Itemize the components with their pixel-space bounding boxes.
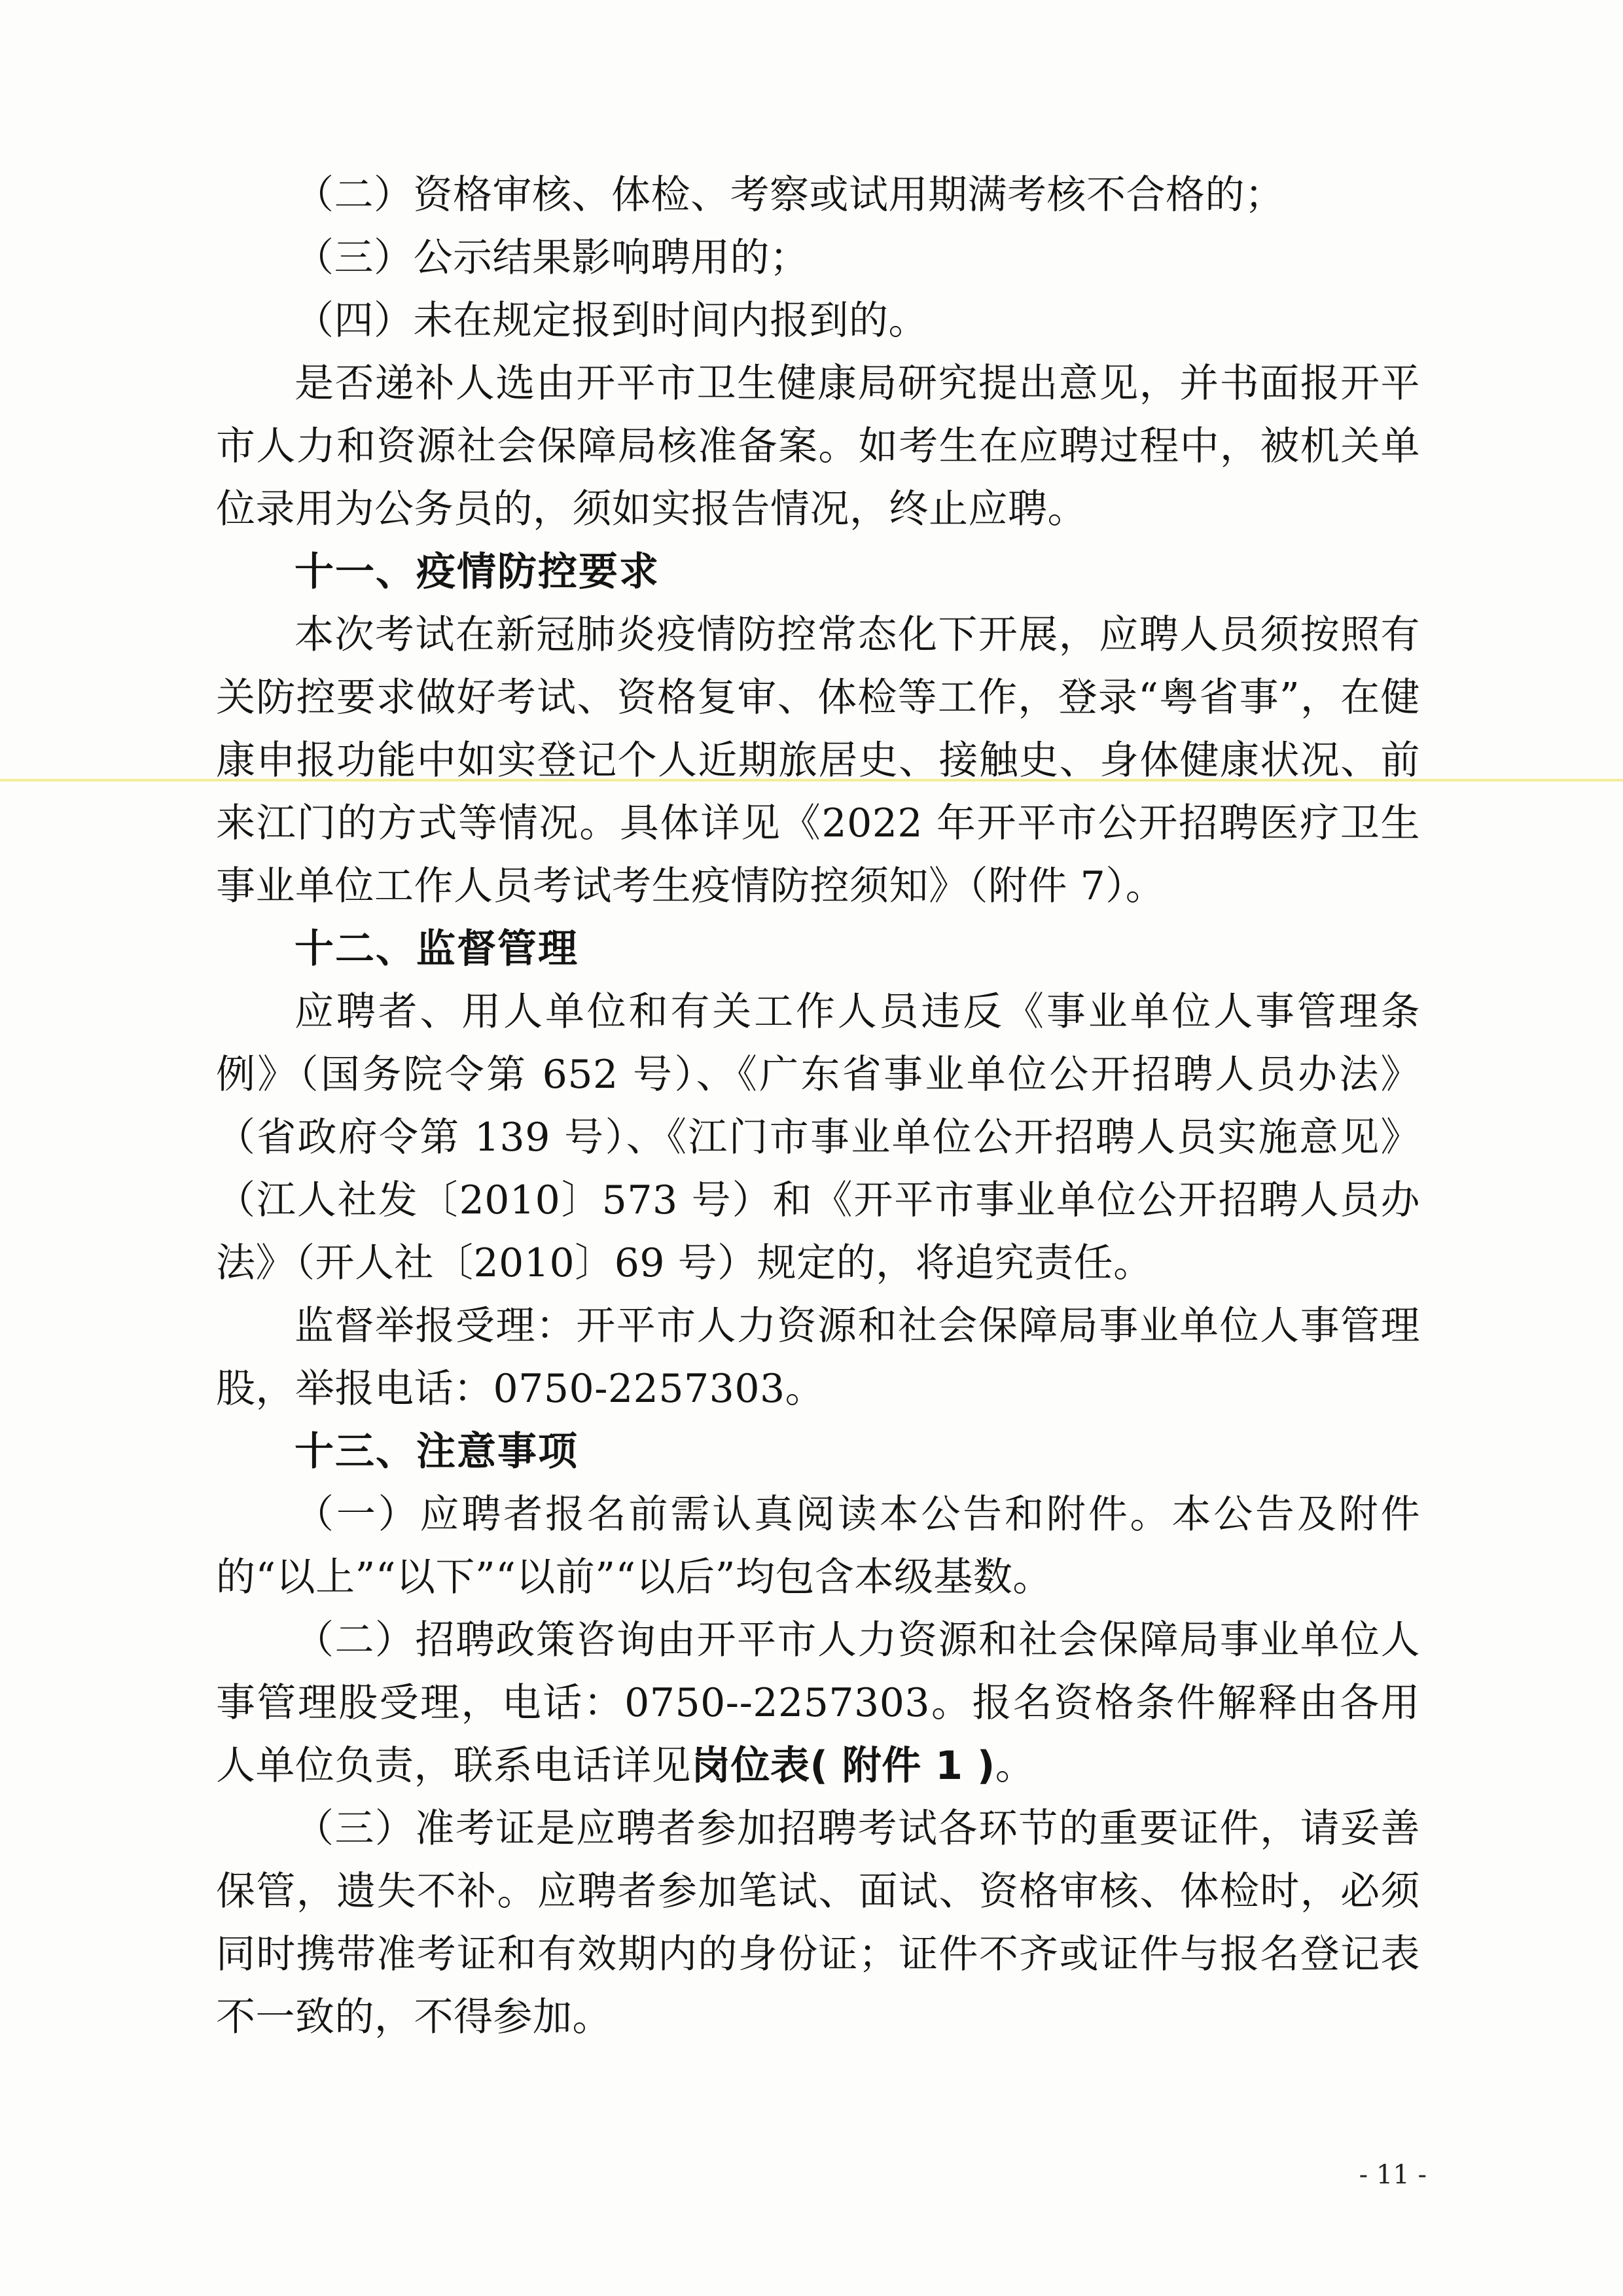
- paragraph-notice-1: （一）应聘者报名前需认真阅读本公告和附件。本公告及附件的“以上”“以下”“以前”“以后”均包含本级基数。: [216, 1492, 1420, 1600]
- section-heading-13: 十三、注意事项: [294, 1429, 579, 1475]
- document-body: [216, 164, 1420, 2049]
- paragraph-report-contact: 监督举报受理：开平市人力资源和社会保障局事业单位人事管理股，举报电话：0750-2257303。: [216, 1303, 1420, 1412]
- paragraph-notice-2: [216, 1609, 1420, 1797]
- paragraph-clause-2: （二）资格审核、体检、考察或试用期满考核不合格的；: [294, 172, 1285, 218]
- paragraph-clause-4: （四）未在规定报到时间内报到的。: [294, 298, 928, 344]
- notice-2-lead-text: （二）招聘政策咨询由开平市人力资源和社会保障局事业单位人事管理股受理，电话：0750--2257303。报名资格条件解释由各用人单位负责，联系电话详见: [216, 1617, 1420, 1789]
- section-heading-11: 十一、疫情防控要求: [294, 549, 660, 595]
- paragraph-replacement-candidates: 是否递补人选由开平市卫生健康局研究提出意见，并书面报开平市人力和资源社会保障局核准备案。如考生在应聘过程中，被机关单位录用为公务员的，须如实报告情况，终止应聘。: [216, 361, 1420, 532]
- page-number: - 11 -: [1359, 2160, 1427, 2190]
- paragraph-clause-3: （三）公示结果影响聘用的；: [294, 235, 810, 281]
- paragraph-epidemic-control: 本次考试在新冠肺炎疫情防控常态化下开展，应聘人员须按照有关防控要求做好考试、资格复审、体检等工作，登录“粤省事”，在健康申报功能中如实登记个人近期旅居史、接触史、身体健康状况、前来江门的方式等情况。具体详见《2022 年开平市公开招聘医疗卫生事业单位工作人员考试考生疫情防控须知》（附件 7）。: [216, 612, 1420, 909]
- notice-2-attachment-reference: 岗位表( 附件 1 ): [691, 1743, 995, 1789]
- section-heading-12: 十二、监督管理: [294, 926, 579, 972]
- paragraph-notice-3: （三）准考证是应聘者参加招聘考试各环节的重要证件，请妥善保管，遗失不补。应聘者参加笔试、面试、资格审核、体检时，必须同时携带准考证和有效期内的身份证；证件不齐或证件与报名登记表不一致的，不得参加。: [216, 1806, 1420, 2040]
- notice-2-tail-text: 。: [995, 1743, 1035, 1789]
- paragraph-supervision-rules: 应聘者、用人单位和有关工作人员违反《事业单位人事管理条例》（国务院令第 652 号）、《广东省事业单位公开招聘人员办法》（省政府令第 139 号）、《江门市事业单位公开招聘人员实施意见》（江人社发〔2010〕573 号）和《开平市事业单位公开招聘人员办法》（开人社〔2010〕69 号）规定的，将追究责任。: [216, 989, 1420, 1286]
